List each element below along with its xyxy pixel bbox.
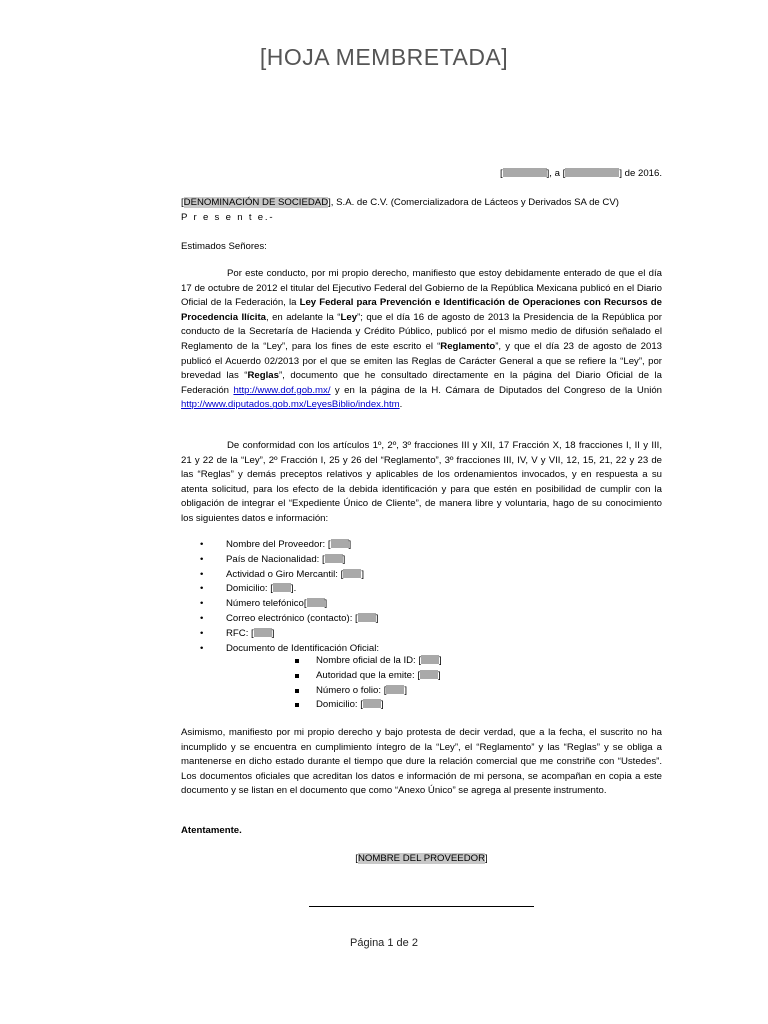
list-item: • País de Nacionalidad: [ ]	[200, 553, 660, 568]
diputados-link[interactable]: http://www.diputados.gob.mx/LeyesBiblio/index.htm	[181, 399, 400, 411]
company-rest: ], S.A. de C.V. (Comercializadora de Lácteos y Derivados SA de CV)	[328, 197, 619, 208]
rfc-blank[interactable]	[254, 628, 272, 637]
date-year-text: ] de 2016.	[619, 168, 662, 179]
p1-bold-reglas: Reglas	[247, 370, 279, 382]
bullet-icon: •	[200, 642, 204, 654]
company-open-bracket: [	[181, 197, 184, 208]
date-line	[181, 168, 662, 179]
list-item: • RFC: [ ]	[200, 627, 660, 642]
p1-bold-ley: Ley	[340, 311, 358, 323]
nationality-blank[interactable]	[325, 554, 343, 563]
id-document-list	[295, 654, 655, 713]
address-blank[interactable]	[273, 583, 291, 592]
city-blank-field[interactable]	[503, 168, 547, 177]
company-name-placeholder[interactable]: DENOMINACIÓN DE SOCIEDAD	[183, 197, 329, 208]
letterhead-title: [HOJA MEMBRETADA]	[259, 44, 509, 70]
p2-text: De conformidad con los artículos 1º, 2º, 3º fracciones III y XII, 17 Fracción X, 18 fracciones I, II y III, 21 y 22 de la “Ley”, 2º Fracción I, 25 y 26 del “Reglamento”, 3º fracciones III, IV, V y VII, 12, 15, 21, 22 y 23 de las “Reglas” y demás preceptos relativos y aplicables de los ordenamientos invocados, y en respuesta a su atenta solicitud, para los efecto de la debida identificación y para que estén en posibilidad de cumplir con la obligación de integrar el “Expediente Único de Cliente”, de manera libre y voluntaria, hago de su conocimiento los siguientes datos e información:	[181, 440, 662, 524]
provider-name-blank[interactable]	[331, 539, 349, 548]
page-number: Página 1 de 2	[350, 937, 418, 949]
p1-bold-reglamento: Reglamento	[440, 340, 496, 352]
presente-line: P r e s e n t e.-	[181, 212, 275, 223]
list-item: Nombre oficial de la ID: [ ]	[295, 654, 655, 669]
closing: Atentamente.	[181, 825, 242, 836]
bullet-icon: •	[200, 583, 204, 595]
folio-blank[interactable]	[386, 685, 404, 694]
square-bullet-icon	[295, 674, 299, 678]
p1-text-5: ”, documento que he consultado directamente en la página del Diario Oficial de la Federación	[181, 370, 663, 396]
bullet-icon: •	[200, 553, 204, 565]
signature-line	[309, 906, 534, 907]
bullet-icon: •	[200, 598, 204, 610]
square-bullet-icon	[295, 703, 299, 707]
bullet-icon: •	[200, 627, 204, 639]
p1-text-1: Por este conducto, por mi propio derecho, manifiesto que estoy debidamente enterado de que el día 17 de octubre de 2012 el titular del Ejecutivo Federal del Gobierno de la República Mexicana publicó en el Diario Oficial de la Federación, la	[181, 268, 662, 309]
provider-data-list	[200, 538, 660, 656]
list-item: Autoridad que la emite: [ ]	[295, 669, 655, 684]
square-bullet-icon	[295, 659, 299, 663]
provider-name-placeholder[interactable]: NOMBRE DEL PROVEEDOR	[357, 853, 486, 864]
p1-text-6: y en la página de la H. Cámara de Diputados del Congreso de la Unión	[330, 384, 662, 396]
list-item: Número o folio: [ ]	[295, 684, 655, 699]
signer-line: [NOMBRE DEL PROVEEDOR]	[355, 853, 488, 864]
phone-blank[interactable]	[307, 598, 325, 607]
p1-text-3: ”; que el día 16 de agosto de 2013 la Presidencia de la República por conducto de la Secretaría de Hacienda y Crédito Público, publicó por el mismo medio de difusión señalado el Reglamento de la “Ley”, para los fines de este escrito el “	[181, 311, 662, 352]
id-name-blank[interactable]	[421, 655, 439, 664]
square-bullet-icon	[295, 689, 299, 693]
paragraph-1	[181, 267, 662, 413]
bullet-icon: •	[200, 568, 204, 580]
day-month-blank-field[interactable]	[565, 168, 619, 177]
p1-text-2: , en adelante la “	[266, 311, 341, 323]
p1-bold-law-name: Ley Federal para Prevención e Identificación de Operaciones con Recursos de Procedencia Ilícita	[181, 297, 662, 323]
id-address-blank[interactable]	[363, 699, 381, 708]
list-item: • Correo electrónico (contacto): [ ]	[200, 612, 660, 627]
list-item: • Domicilio: [ ].	[200, 582, 660, 597]
list-item: • Nombre del Proveedor: [ ]	[200, 538, 660, 553]
list-item: • Documento de Identificación Oficial:	[200, 642, 660, 657]
p1-text-7: .	[399, 399, 403, 411]
company-line	[181, 196, 662, 211]
greeting: Estimados Señores:	[181, 241, 267, 252]
list-item: • Actividad o Giro Mercantil: [ ]	[200, 568, 660, 583]
bullet-icon: •	[200, 539, 204, 550]
dof-link[interactable]: http://www.dof.gob.mx/	[233, 384, 331, 396]
email-blank[interactable]	[358, 613, 376, 622]
p1-text-4: ”, y que el día 23 de agosto de 2013 publicó el Acuerdo 02/2013 por el que se emiten las Reglas de Carácter General a que se refiere la “Ley”, por brevedad las “	[181, 340, 662, 382]
date-open-bracket: [	[499, 168, 503, 179]
p3-text: Asimismo, manifiesto por mi propio derecho y bajo protesta de decir verdad, que a la fecha, el suscrito no ha incumplido y se encuentra en cumplimiento íntegro de la “Ley”, el “Reglamento” y las “Reglas” y se obliga a mantenerse en dicho estado durante el tiempo que dure la relación comercial que me constriñe con “Ustedes”. Los documentos oficiales que acreditan los datos e información de mi persona, se acompañan en copia a este documento y se listan en el documento que como “Anexo Único” se agrega al presente instrumento.	[181, 727, 662, 797]
bullet-icon: •	[200, 612, 204, 624]
activity-blank[interactable]	[343, 569, 361, 578]
paragraph-3	[181, 726, 662, 799]
paragraph-2	[181, 439, 662, 527]
list-item: • Número telefónico[ ]	[200, 597, 660, 612]
list-item: Domicilio: [ ]	[295, 698, 655, 713]
date-middle-text: ], a [	[546, 168, 566, 179]
issuing-authority-blank[interactable]	[420, 670, 438, 679]
